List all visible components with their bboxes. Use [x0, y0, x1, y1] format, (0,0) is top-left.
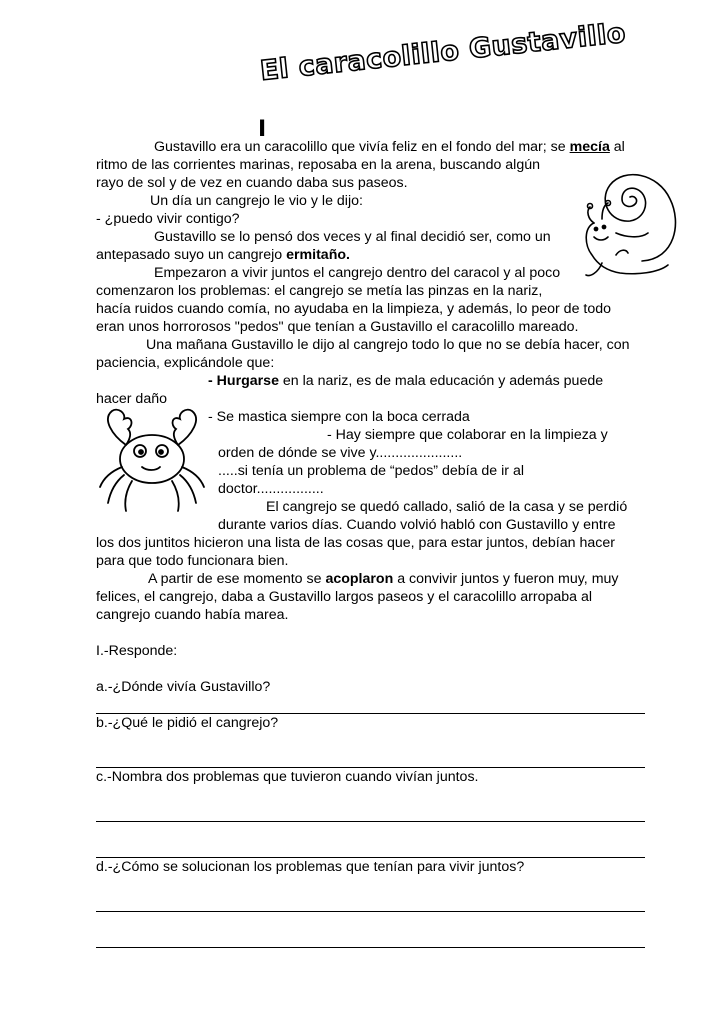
story-line: Un día un cangrejo le vio y le dijo:	[150, 193, 363, 209]
story-line: A partir de ese momento se acoplaron a convivir juntos y fueron muy, muy	[148, 571, 619, 587]
rule-line: hacer daño	[96, 391, 167, 407]
bold-word: mecía	[569, 139, 610, 155]
answer-line[interactable]	[96, 911, 645, 912]
question-c: c.-Nombra dos problemas que tuvieron cuando vivían juntos.	[96, 769, 479, 785]
story-line: durante varios días. Cuando volvió habló con Gustavillo y entre	[218, 517, 616, 533]
story-line: eran unos horrorosos "pedos" que tenían a Gustavillo el caracolillo mareado.	[96, 319, 579, 335]
story-line: comenzaron los problemas: el cangrejo se metía las pinzas en la nariz,	[96, 283, 543, 299]
story-line: felices, el cangrejo, daba a Gustavillo largos paseos y el caracolillo arropaba al	[96, 589, 593, 605]
question-a: a.-¿Dónde vivía Gustavillo?	[96, 679, 271, 695]
answer-line[interactable]	[96, 947, 645, 948]
story-line: El cangrejo se quedó callado, salió de la casa y se perdió	[266, 499, 628, 515]
story-line: rayo de sol y de vez en cuando daba sus paseos.	[96, 175, 408, 191]
story-line: paciencia, explicándole que:	[96, 355, 275, 371]
rule-line: - Hurgarse en la nariz, es de mala educación y además puede	[208, 373, 604, 389]
crab-drawing	[92, 405, 212, 517]
story-line: Empezaron a vivir juntos el cangrejo dentro del caracol y al poco	[154, 265, 561, 281]
story-line: Una mañana Gustavillo le dijo al cangrejo todo lo que no se debía hacer, con	[146, 337, 630, 353]
bold-word: ermitaño.	[286, 247, 350, 263]
rule-line: - Se mastica siempre con la boca cerrada	[208, 409, 470, 425]
story-line: los dos juntitos hicieron una lista de las cosas que, para estar juntos, debían hacer	[96, 535, 615, 551]
questions-heading: I.-Responde:	[96, 643, 178, 659]
rule-line: .....si tenía un problema de “pedos” debía de ir al	[218, 463, 525, 479]
bold-word: acoplaron	[325, 571, 394, 587]
story-line: - ¿puedo vivir contigo?	[96, 211, 240, 227]
answer-line[interactable]	[96, 821, 645, 822]
rule-line: doctor.................	[218, 481, 324, 497]
drop-mark: I	[258, 117, 267, 142]
rule-line: - Hay siempre que colaborar en la limpieza y	[327, 427, 608, 443]
story-line: para que todo funcionara bien.	[96, 553, 289, 569]
story-line: Gustavillo era un caracolillo que vivía feliz en el fondo del mar; se mecía al	[154, 139, 625, 155]
story-line: cangrejo cuando había marea.	[96, 607, 289, 623]
story-line: antepasado suyo un cangrejo ermitaño.	[96, 247, 350, 263]
bold-word: Hurgarse	[216, 373, 279, 389]
story-line: Gustavillo se lo pensó dos veces y al final decidió ser, como un	[154, 229, 551, 245]
snail-drawing	[580, 163, 680, 285]
rule-line: orden de dónde se vive y......................	[218, 445, 463, 461]
story-line: ritmo de las corrientes marinas, reposaba en la arena, buscando algún	[96, 157, 541, 173]
question-b: b.-¿Qué le pidió el cangrejo?	[96, 715, 279, 731]
story-line: hacía ruidos cuando comía, no ayudaba en la limpieza, y además, lo peor de todo	[96, 301, 612, 317]
question-d: d.-¿Cómo se solucionan los problemas que tenían para vivir juntos?	[96, 859, 525, 875]
page-title: El caracolillo Gustavillo	[258, 17, 628, 87]
